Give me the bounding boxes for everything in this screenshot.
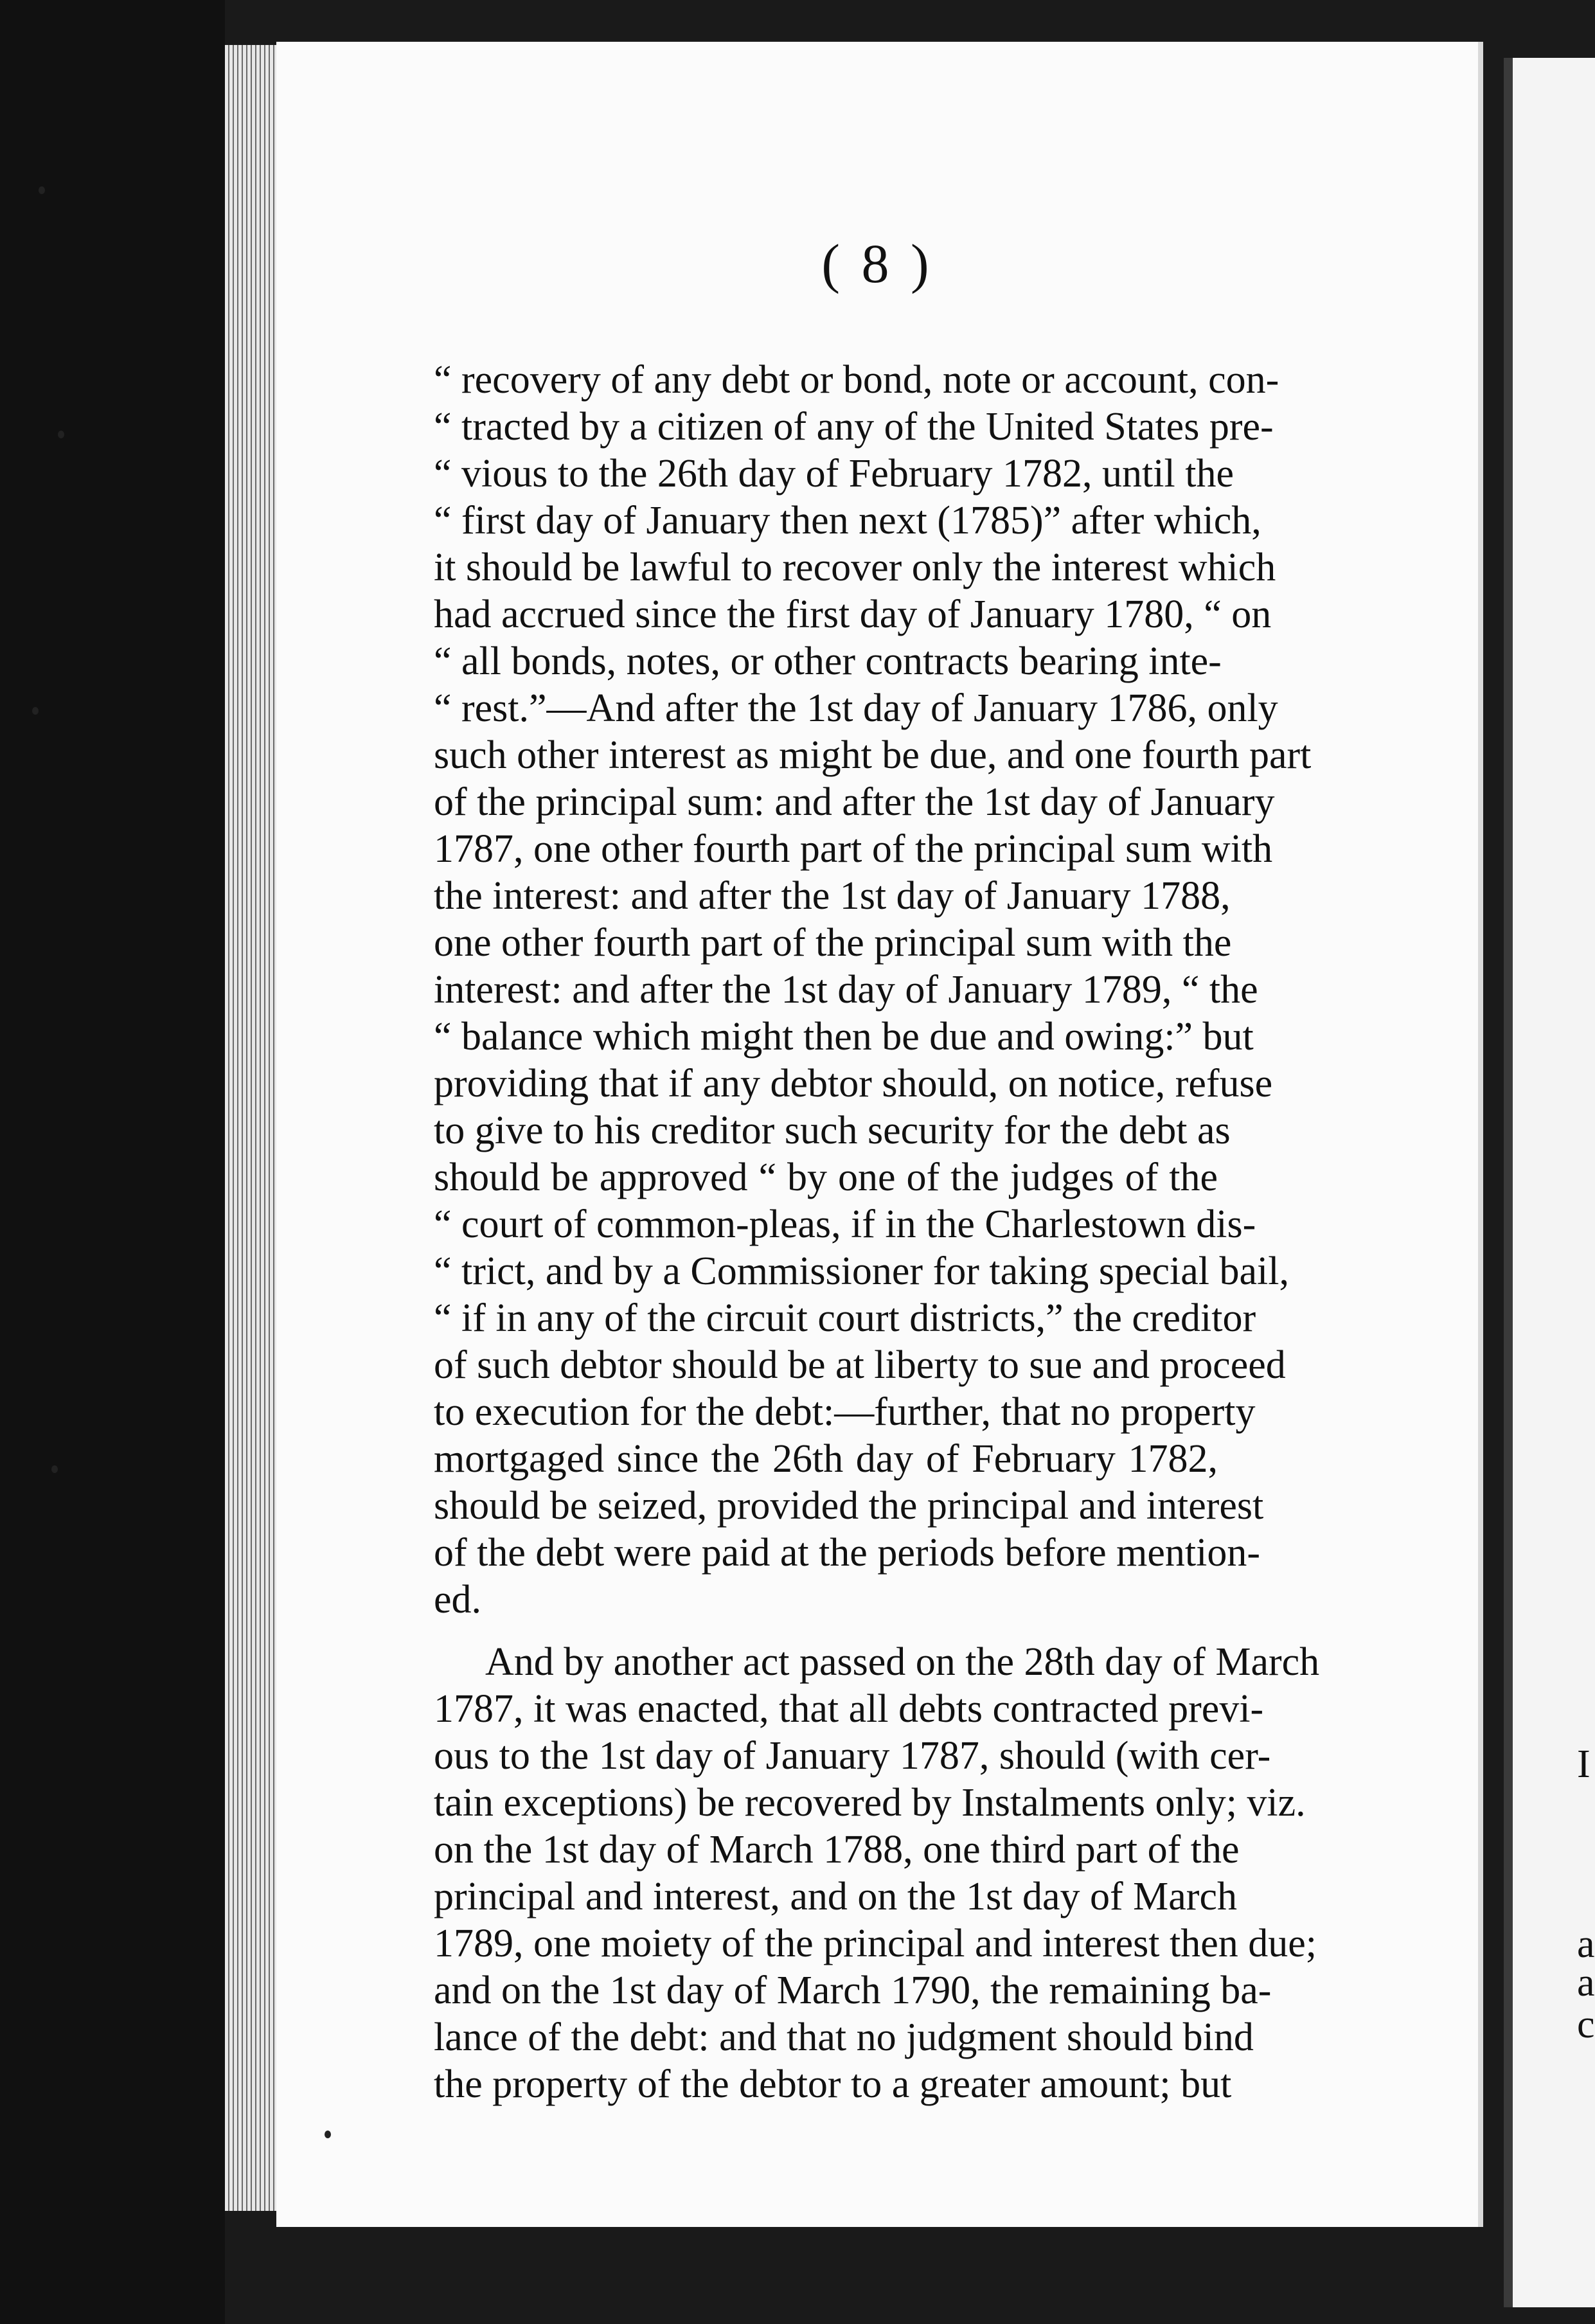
text-line: “ if in any of the circuit court districts,” the creditor: [434, 1296, 1256, 1340]
text-line: interest: and after the 1st day of January 1789, “ the: [434, 968, 1258, 1012]
text-line: “ vious to the 26th day of February 1782, until the: [434, 452, 1234, 496]
text-line: should be seized, provided the principal and interest: [434, 1484, 1264, 1528]
book-page-edges: [225, 45, 283, 2211]
text-line: 1787, one other fourth part of the principal sum with: [434, 827, 1273, 871]
paragraph-1: [434, 357, 1312, 1623]
text-line: to execution for the debt:—further, that no property: [434, 1390, 1256, 1434]
scan-speck: [51, 1465, 58, 1473]
text-line: should be approved “ by one of the judges of the: [434, 1156, 1218, 1199]
text-line: “ recovery of any debt or bond, note or account, con-: [434, 358, 1279, 402]
text-line: on the 1st day of March 1788, one third part of the: [434, 1828, 1240, 1872]
text-line: lance of the debt: and that no judgment should bind: [434, 2016, 1254, 2059]
facing-page-fragment: a: [1577, 1922, 1595, 1966]
facing-page-fragment: a: [1577, 1961, 1595, 2005]
text-line: “ tracted by a citizen of any of the United States pre-: [434, 405, 1274, 449]
text-line: And by another act passed on the 28th day of March: [485, 1640, 1320, 1684]
text-line: ous to the 1st day of January 1787, should (with cer-: [434, 1734, 1271, 1778]
text-line: tain exceptions) be recovered by Instalments only; viz.: [434, 1781, 1306, 1825]
text-line: the property of the debtor to a greater amount; but: [434, 2062, 1232, 2106]
text-line: had accrued since the first day of January 1780, “ on: [434, 593, 1272, 636]
facing-page-fragment: c: [1577, 2003, 1595, 2046]
facing-page-fragment: I: [1577, 1742, 1591, 1786]
scan-speck: [32, 707, 39, 715]
text-line: it should be lawful to recover only the interest which: [434, 546, 1276, 589]
scan-speck: [39, 186, 45, 194]
text-line: ed.: [434, 1578, 482, 1622]
text-line: of the principal sum: and after the 1st day of January: [434, 780, 1275, 824]
text-line: such other interest as might be due, and one fourth part: [434, 733, 1312, 777]
text-line: “ first day of January then next (1785)” after which,: [434, 499, 1261, 542]
text-line: providing that if any debtor should, on notice, refuse: [434, 1062, 1273, 1105]
paragraph-2: [434, 1639, 1320, 2108]
text-line: the interest: and after the 1st day of January 1788,: [434, 874, 1231, 918]
scan-speck: [325, 2131, 331, 2138]
text-line: “ court of common-pleas, if in the Charlestown dis-: [434, 1202, 1256, 1246]
text-line: mortgaged since the 26th day of February 1782,: [434, 1437, 1218, 1481]
text-line: principal and interest, and on the 1st day of March: [434, 1875, 1237, 1918]
text-line: 1789, one moiety of the principal and interest then due;: [434, 1922, 1317, 1965]
text-line: “ all bonds, notes, or other contracts bearing inte-: [434, 639, 1222, 683]
text-line: “ balance which might then be due and owing:” but: [434, 1015, 1254, 1059]
text-line: and on the 1st day of March 1790, the remaining ba-: [434, 1969, 1272, 2012]
facing-page-sliver: [1504, 58, 1595, 2307]
text-line: one other fourth part of the principal sum with the: [434, 921, 1232, 965]
text-line: to give to his creditor such security for the debt as: [434, 1109, 1231, 1152]
page-number-header: ( 8 ): [821, 233, 933, 294]
scan-background-left: [0, 0, 225, 2324]
text-line: of the debt were paid at the periods before mention-: [434, 1531, 1261, 1575]
text-line: of such debtor should be at liberty to sue and proceed: [434, 1343, 1286, 1387]
text-line: “ trict, and by a Commissioner for taking special bail,: [434, 1249, 1289, 1293]
text-line: 1787, it was enacted, that all debts contracted previ-: [434, 1687, 1264, 1731]
book-page: [276, 42, 1483, 2227]
text-line: “ rest.”—And after the 1st day of January 1786, only: [434, 686, 1278, 730]
scan-speck: [58, 431, 64, 438]
